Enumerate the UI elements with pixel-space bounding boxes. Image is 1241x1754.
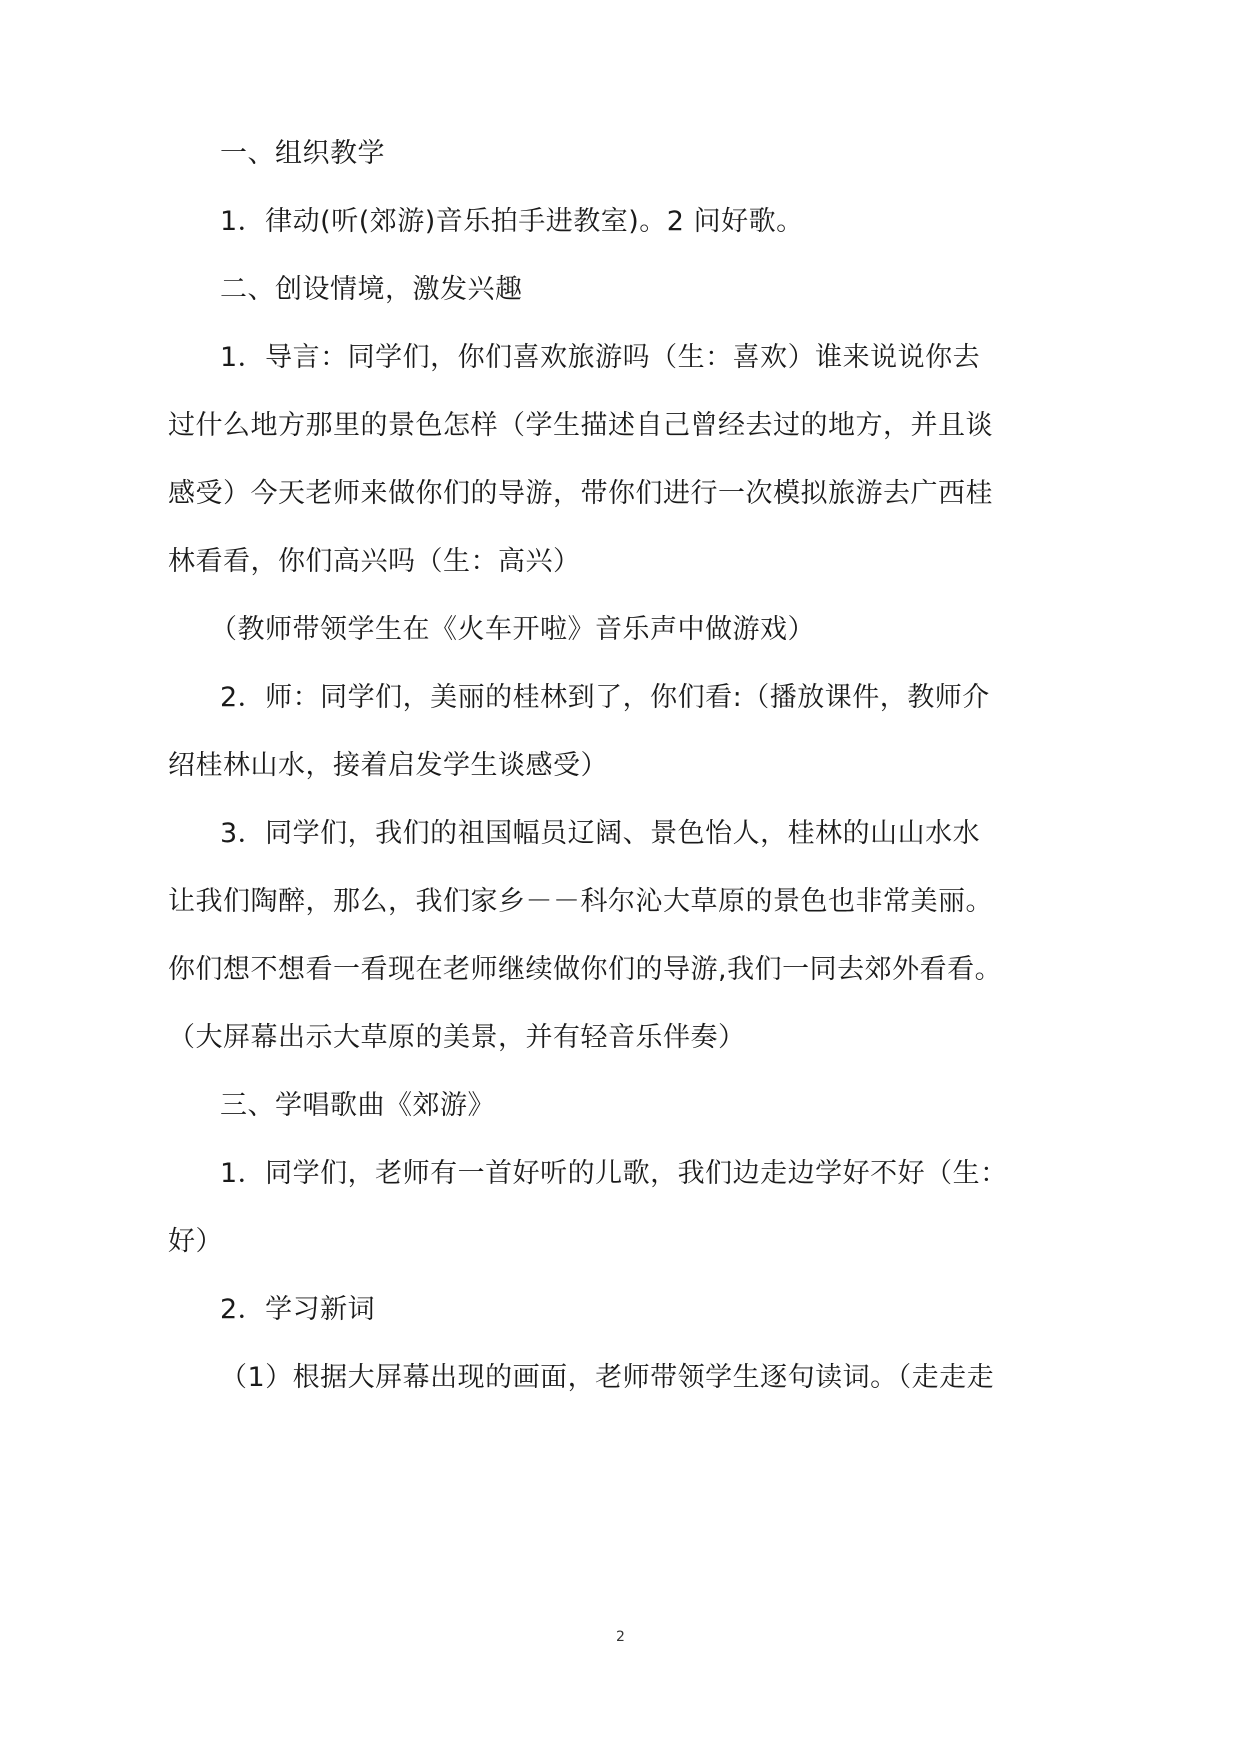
paragraph-line: （大屏幕出示大草原的美景，并有轻音乐伴奏）	[168, 1022, 746, 1053]
paragraph-line: 让我们陶醉，那么，我们家乡－－科尔沁大草原的景色也非常美丽。	[168, 886, 993, 917]
paragraph-line: （1）根据大屏幕出现的画面，老师带领学生逐句读词。（走走走	[220, 1362, 995, 1393]
paragraph-line: 2．学习新词	[220, 1294, 376, 1325]
paragraph-line: 1．导言：同学们，你们喜欢旅游吗（生：喜欢）谁来说说你去	[220, 342, 981, 373]
paragraph-line: 1．律动(听(郊游)音乐拍手进教室)。2 问好歌。	[220, 206, 804, 237]
paragraph-line: 感受）今天老师来做你们的导游，带你们进行一次模拟旅游去广西桂	[168, 478, 993, 509]
section-heading-song: 三、学唱歌曲《郊游》	[220, 1090, 495, 1121]
section-heading-organize: 一、组织教学	[220, 138, 385, 169]
page-number: 2	[616, 1629, 625, 1645]
paragraph-line: 绍桂林山水，接着启发学生谈感受）	[168, 750, 608, 781]
paragraph-line: 3．同学们，我们的祖国幅员辽阔、景色怡人，桂林的山山水水	[220, 818, 981, 849]
section-heading-scenario: 二、创设情境，激发兴趣	[220, 274, 523, 305]
paragraph-line: 好）	[168, 1226, 223, 1257]
paragraph-line: 2．师：同学们，美丽的桂林到了，你们看:（播放课件，教师介	[220, 682, 990, 713]
paragraph-line: 你们想不想看一看现在老师继续做你们的导游,我们一同去郊外看看。	[168, 954, 1003, 985]
paragraph-line: 林看看，你们高兴吗（生：高兴）	[168, 546, 581, 577]
paragraph-line: 过什么地方那里的景色怎样（学生描述自己曾经去过的地方，并且谈	[168, 410, 993, 441]
paragraph-line: 1．同学们，老师有一首好听的儿歌，我们边走边学好不好（生：	[220, 1158, 1008, 1189]
paragraph-line: （教师带领学生在《火车开啦》音乐声中做游戏）	[210, 614, 815, 645]
